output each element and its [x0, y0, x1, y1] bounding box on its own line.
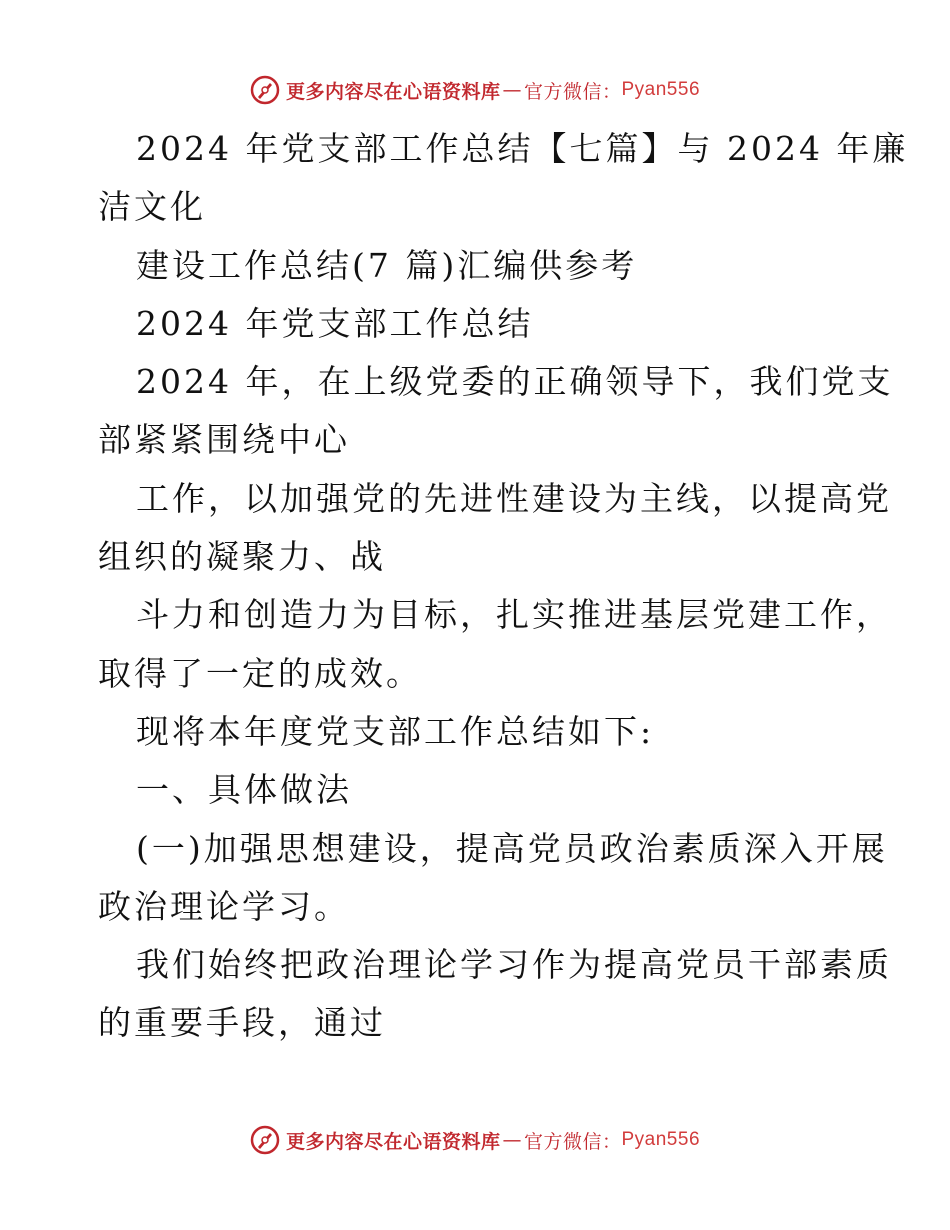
- text-line: 取得了一定的成效。: [98, 653, 422, 693]
- text-line: 工作，以加强党的先进性建设为主线，以提高党: [136, 478, 892, 518]
- header-banner: [0, 70, 950, 110]
- banner-dash: —: [502, 79, 522, 101]
- text-line: (一)加强思想建设，提高党员政治素质深入开展: [136, 828, 888, 868]
- banner-main-text: 更多内容尽在心语资料库: [285, 1130, 501, 1153]
- text-line: 2024 年党支部工作总结【七篇】与 2024 年廉: [136, 129, 909, 168]
- quill-logo-icon: [250, 75, 280, 105]
- quill-logo-icon: [250, 1125, 280, 1155]
- text-line: 斗力和创造力为目标，扎实推进基层党建工作，: [136, 595, 892, 635]
- text-line: 政治理论学习。: [98, 886, 350, 926]
- banner-dash: —: [502, 1129, 522, 1151]
- text-line: 一、具体做法: [136, 770, 352, 810]
- banner-official-label: 官方微信：: [523, 80, 622, 103]
- text-line: 现将本年度党支部工作总结如下:: [136, 711, 655, 751]
- document-body: [98, 120, 909, 1053]
- text-line: 的重要手段，通过: [98, 1003, 386, 1043]
- text-line: 洁文化: [98, 187, 206, 227]
- banner-wechat-id: Pyan556: [621, 79, 701, 100]
- text-line: 组织的凝聚力、战: [98, 537, 386, 577]
- text-line: 部紧紧围绕中心: [98, 420, 350, 460]
- banner-wechat-id: Pyan556: [621, 1129, 701, 1150]
- text-line: 2024 年党支部工作总结: [136, 303, 534, 343]
- banner-main-text: 更多内容尽在心语资料库: [285, 80, 501, 103]
- text-line: 2024 年，在上级党委的正确领导下，我们党支: [136, 362, 894, 402]
- text-line: 我们始终把政治理论学习作为提高党员干部素质: [136, 945, 892, 985]
- text-line: 建设工作总结(7 篇)汇编供参考: [136, 245, 638, 285]
- footer-banner: [0, 1120, 950, 1160]
- banner-official-label: 官方微信：: [523, 1130, 622, 1153]
